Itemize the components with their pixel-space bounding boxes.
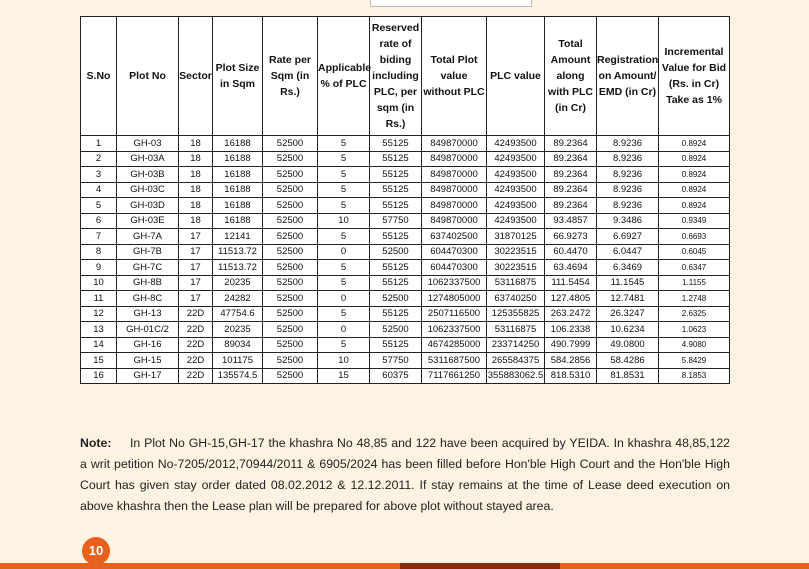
table-cell: GH-03A (117, 151, 179, 167)
table-cell: 3 (81, 167, 117, 183)
column-header: Reserved rate of biding including PLC, per sqm (in Rs.) (370, 17, 422, 136)
table-cell: 849870000 (422, 151, 487, 167)
table-cell: 2 (81, 151, 117, 167)
table-cell: 13 (81, 322, 117, 338)
table-cell: 52500 (263, 306, 318, 322)
table-cell: 52500 (263, 136, 318, 152)
table-cell: GH-17 (117, 368, 179, 384)
table-cell: 8.9236 (597, 151, 659, 167)
table-cell: 849870000 (422, 182, 487, 198)
table-cell: GH-03C (117, 182, 179, 198)
table-cell: 10 (318, 353, 370, 369)
table-cell: 52500 (370, 322, 422, 338)
table-cell: 17 (179, 260, 213, 276)
column-header: Registration on Amount/ EMD (in Cr) (597, 17, 659, 136)
table-cell: 604470300 (422, 260, 487, 276)
table-cell: 52500 (263, 322, 318, 338)
table-cell: 17 (179, 244, 213, 260)
table-cell: 89034 (213, 337, 263, 353)
table-cell: 49.0800 (597, 337, 659, 353)
table-cell: 263.2472 (545, 306, 597, 322)
table-cell: 11.1545 (597, 275, 659, 291)
table-cell: 11 (81, 291, 117, 307)
table-cell: 52500 (370, 291, 422, 307)
table-cell: 0.8924 (659, 182, 730, 198)
table-row (81, 136, 730, 152)
table-cell: 0 (318, 322, 370, 338)
table-cell: 52500 (263, 229, 318, 245)
table-cell: 7117661250 (422, 368, 487, 384)
table-cell: 55125 (370, 198, 422, 214)
table-cell: 55125 (370, 260, 422, 276)
table-cell: 0 (318, 291, 370, 307)
table-cell: 89.2364 (545, 167, 597, 183)
table-cell: GH-8B (117, 275, 179, 291)
note-text: In Plot No GH-15,GH-17 the khashra No 48,85 and 122 have been acquired by YEIDA. In khashra 48,85,122 a writ petition No-7205/2012,70944/2011 & 6905/2024 has been filled before Hon'ble High Court and the Hon'ble High Court has given stay order dated 08.02.2012 & 12.12.2011. If stay remains at the time of Lease deed execution on above khashra then the Lease plan will be prepared for above plot without stayed area. (80, 436, 730, 513)
table-cell: 47754.6 (213, 306, 263, 322)
top-strip (370, 0, 532, 7)
table-cell: 18 (179, 167, 213, 183)
table-cell: 42493500 (487, 151, 545, 167)
table-cell: 42493500 (487, 182, 545, 198)
table-row (81, 167, 730, 183)
table-cell: GH-03B (117, 167, 179, 183)
table-cell: 15 (318, 368, 370, 384)
table-cell: 58.4286 (597, 353, 659, 369)
table-cell: 42493500 (487, 167, 545, 183)
table-row (81, 368, 730, 384)
table-cell: GH-15 (117, 353, 179, 369)
table-cell: 6 (81, 213, 117, 229)
table-cell: GH-7A (117, 229, 179, 245)
table-cell: 127.4805 (545, 291, 597, 307)
table-cell: 30223515 (487, 260, 545, 276)
table-cell: 18 (179, 151, 213, 167)
column-header: Plot No (117, 17, 179, 136)
table-cell: 55125 (370, 306, 422, 322)
table-cell: 818.5310 (545, 368, 597, 384)
table-cell: 849870000 (422, 213, 487, 229)
table-cell: 55125 (370, 337, 422, 353)
table-cell: 849870000 (422, 198, 487, 214)
table-cell: 12.7481 (597, 291, 659, 307)
table-cell: 52500 (263, 151, 318, 167)
table-cell: 7 (81, 229, 117, 245)
table-cell: 490.7999 (545, 337, 597, 353)
table-cell: 22D (179, 322, 213, 338)
table-cell: 0.8924 (659, 198, 730, 214)
table-cell: 0.8924 (659, 167, 730, 183)
table-cell: 4674285000 (422, 337, 487, 353)
table-cell: 17 (179, 291, 213, 307)
table-cell: 52500 (263, 275, 318, 291)
table-header-row (81, 17, 730, 136)
table-cell: 0.8924 (659, 151, 730, 167)
table-cell: 89.2364 (545, 198, 597, 214)
table-cell: 16188 (213, 136, 263, 152)
table-row (81, 213, 730, 229)
table-cell: 26.3247 (597, 306, 659, 322)
table-cell: 60375 (370, 368, 422, 384)
table-cell: 4.9080 (659, 337, 730, 353)
table-row (81, 260, 730, 276)
table-cell: 22D (179, 368, 213, 384)
table-cell: 5 (318, 198, 370, 214)
table-cell: 849870000 (422, 136, 487, 152)
table-cell: 5 (318, 275, 370, 291)
table-cell: 63740250 (487, 291, 545, 307)
table-cell: 5311687500 (422, 353, 487, 369)
table-cell: 16 (81, 368, 117, 384)
table-cell: 16188 (213, 182, 263, 198)
table-cell: 55125 (370, 182, 422, 198)
table-cell: 18 (179, 213, 213, 229)
table-cell: 355883062.5 (487, 368, 545, 384)
table-cell: 2507116500 (422, 306, 487, 322)
table-cell: 604470300 (422, 244, 487, 260)
table-cell: 60.4470 (545, 244, 597, 260)
column-header: Rate per Sqm (in Rs.) (263, 17, 318, 136)
column-header: Total Amount along with PLC (in Cr) (545, 17, 597, 136)
column-header: Plot Size in Sqm (213, 17, 263, 136)
table-cell: 17 (179, 229, 213, 245)
table-cell: 52500 (263, 213, 318, 229)
table-cell: 22D (179, 337, 213, 353)
table-cell: 6.0447 (597, 244, 659, 260)
table-cell: 8.1853 (659, 368, 730, 384)
table-cell: 11513.72 (213, 260, 263, 276)
table-row (81, 291, 730, 307)
table-cell: 5 (318, 151, 370, 167)
column-header: Applicable % of PLC (318, 17, 370, 136)
table-cell: 125355825 (487, 306, 545, 322)
table-cell: 6.3469 (597, 260, 659, 276)
table-cell: 18 (179, 182, 213, 198)
table-cell: 42493500 (487, 213, 545, 229)
table-cell: 18 (179, 198, 213, 214)
table-cell: 20235 (213, 275, 263, 291)
note-label: Note: (80, 436, 112, 450)
table-row (81, 337, 730, 353)
table-cell: 18 (179, 136, 213, 152)
table-cell: 1.1155 (659, 275, 730, 291)
table-cell: 5 (318, 136, 370, 152)
column-header: Sector (179, 17, 213, 136)
table-cell: 14 (81, 337, 117, 353)
table-cell: 1062337500 (422, 322, 487, 338)
table-cell: 42493500 (487, 198, 545, 214)
table-cell: 10.6234 (597, 322, 659, 338)
table-cell: 52500 (370, 244, 422, 260)
table-cell: 24282 (213, 291, 263, 307)
table-cell: 0.9349 (659, 213, 730, 229)
table-cell: GH-01C/2 (117, 322, 179, 338)
table-cell: GH-7B (117, 244, 179, 260)
table-cell: 55125 (370, 229, 422, 245)
column-header: PLC value (487, 17, 545, 136)
table-cell: 0.8924 (659, 136, 730, 152)
table-cell: 17 (179, 275, 213, 291)
table-cell: 5 (318, 337, 370, 353)
table-cell: 57750 (370, 353, 422, 369)
table-cell: 5 (318, 182, 370, 198)
table-cell: 0 (318, 244, 370, 260)
table-cell: GH-8C (117, 291, 179, 307)
table-cell: 265584375 (487, 353, 545, 369)
table-cell: 10 (81, 275, 117, 291)
table-cell: 4 (81, 182, 117, 198)
table-cell: 12141 (213, 229, 263, 245)
table-cell: 31870125 (487, 229, 545, 245)
table-cell: 5.8429 (659, 353, 730, 369)
table-row (81, 353, 730, 369)
table-cell: 0.6693 (659, 229, 730, 245)
table-cell: 637402500 (422, 229, 487, 245)
table-cell: 9.3486 (597, 213, 659, 229)
table-cell: 12 (81, 306, 117, 322)
table-cell: 8.9236 (597, 167, 659, 183)
table-cell: 52500 (263, 291, 318, 307)
bottom-band-accent (400, 563, 560, 569)
table-cell: 53116875 (487, 275, 545, 291)
table-cell: 5 (318, 229, 370, 245)
table-cell: 106.2338 (545, 322, 597, 338)
table-cell: 89.2364 (545, 136, 597, 152)
table-cell: 89.2364 (545, 151, 597, 167)
table-cell: 233714250 (487, 337, 545, 353)
table-cell: 135574.5 (213, 368, 263, 384)
table-row (81, 306, 730, 322)
table-cell: 55125 (370, 136, 422, 152)
table-cell: 849870000 (422, 167, 487, 183)
table-cell: 20235 (213, 322, 263, 338)
column-header: Incremental Value for Bid (Rs. in Cr) Take as 1% (659, 17, 730, 136)
table-cell: 22D (179, 353, 213, 369)
table-cell: 22D (179, 306, 213, 322)
table-cell: 8 (81, 244, 117, 260)
table-cell: 15 (81, 353, 117, 369)
table-cell: 16188 (213, 198, 263, 214)
table-cell: 63.4694 (545, 260, 597, 276)
table-cell: 8.9236 (597, 182, 659, 198)
table-row (81, 182, 730, 198)
table-cell: 9 (81, 260, 117, 276)
table-cell: 42493500 (487, 136, 545, 152)
table-cell: 55125 (370, 167, 422, 183)
bottom-band (0, 563, 809, 569)
table-cell: 66.9273 (545, 229, 597, 245)
table-row (81, 151, 730, 167)
table-cell: 52500 (263, 198, 318, 214)
table-cell: 16188 (213, 167, 263, 183)
table-cell: 52500 (263, 353, 318, 369)
table-cell: 52500 (263, 337, 318, 353)
table-cell: GH-7C (117, 260, 179, 276)
table-cell: 5 (318, 260, 370, 276)
table-cell: 30223515 (487, 244, 545, 260)
table-cell: 2.6325 (659, 306, 730, 322)
table-cell: 0.6347 (659, 260, 730, 276)
table-cell: GH-13 (117, 306, 179, 322)
table-row (81, 244, 730, 260)
column-header: S.No (81, 17, 117, 136)
table-cell: 0.6045 (659, 244, 730, 260)
table-cell: 1274805000 (422, 291, 487, 307)
table-cell: 8.9236 (597, 198, 659, 214)
table-row (81, 229, 730, 245)
table-row (81, 322, 730, 338)
table-cell: 52500 (263, 368, 318, 384)
table-cell: 52500 (263, 260, 318, 276)
table-cell: 52500 (263, 182, 318, 198)
table-cell: 16188 (213, 213, 263, 229)
table-cell: 5 (81, 198, 117, 214)
table-cell: GH-16 (117, 337, 179, 353)
table-cell: 111.5454 (545, 275, 597, 291)
table-cell: 16188 (213, 151, 263, 167)
table-cell: GH-03E (117, 213, 179, 229)
table-cell: 1 (81, 136, 117, 152)
table-cell: 52500 (263, 244, 318, 260)
table-cell: 10 (318, 213, 370, 229)
table-cell: 93.4857 (545, 213, 597, 229)
table-cell: 11513.72 (213, 244, 263, 260)
table-cell: 53116875 (487, 322, 545, 338)
table-cell: 6.6927 (597, 229, 659, 245)
table-cell: 5 (318, 306, 370, 322)
plots-table (80, 16, 730, 384)
table-cell: 57750 (370, 213, 422, 229)
table-cell: 8.9236 (597, 136, 659, 152)
table-cell: 81.8531 (597, 368, 659, 384)
table-cell: 55125 (370, 151, 422, 167)
table-row (81, 275, 730, 291)
table-cell: 584.2856 (545, 353, 597, 369)
table-row (81, 198, 730, 214)
table-body (81, 136, 730, 384)
table-cell: 89.2364 (545, 182, 597, 198)
table-cell: 1.2748 (659, 291, 730, 307)
table-cell: 1.0623 (659, 322, 730, 338)
page-number-badge: 10 (82, 537, 110, 565)
column-header: Total Plot value without PLC (422, 17, 487, 136)
table-cell: GH-03D (117, 198, 179, 214)
table-cell: 5 (318, 167, 370, 183)
table-cell: 55125 (370, 275, 422, 291)
table-cell: 101175 (213, 353, 263, 369)
table-cell: 52500 (263, 167, 318, 183)
table-cell: GH-03 (117, 136, 179, 152)
table-cell: 1062337500 (422, 275, 487, 291)
